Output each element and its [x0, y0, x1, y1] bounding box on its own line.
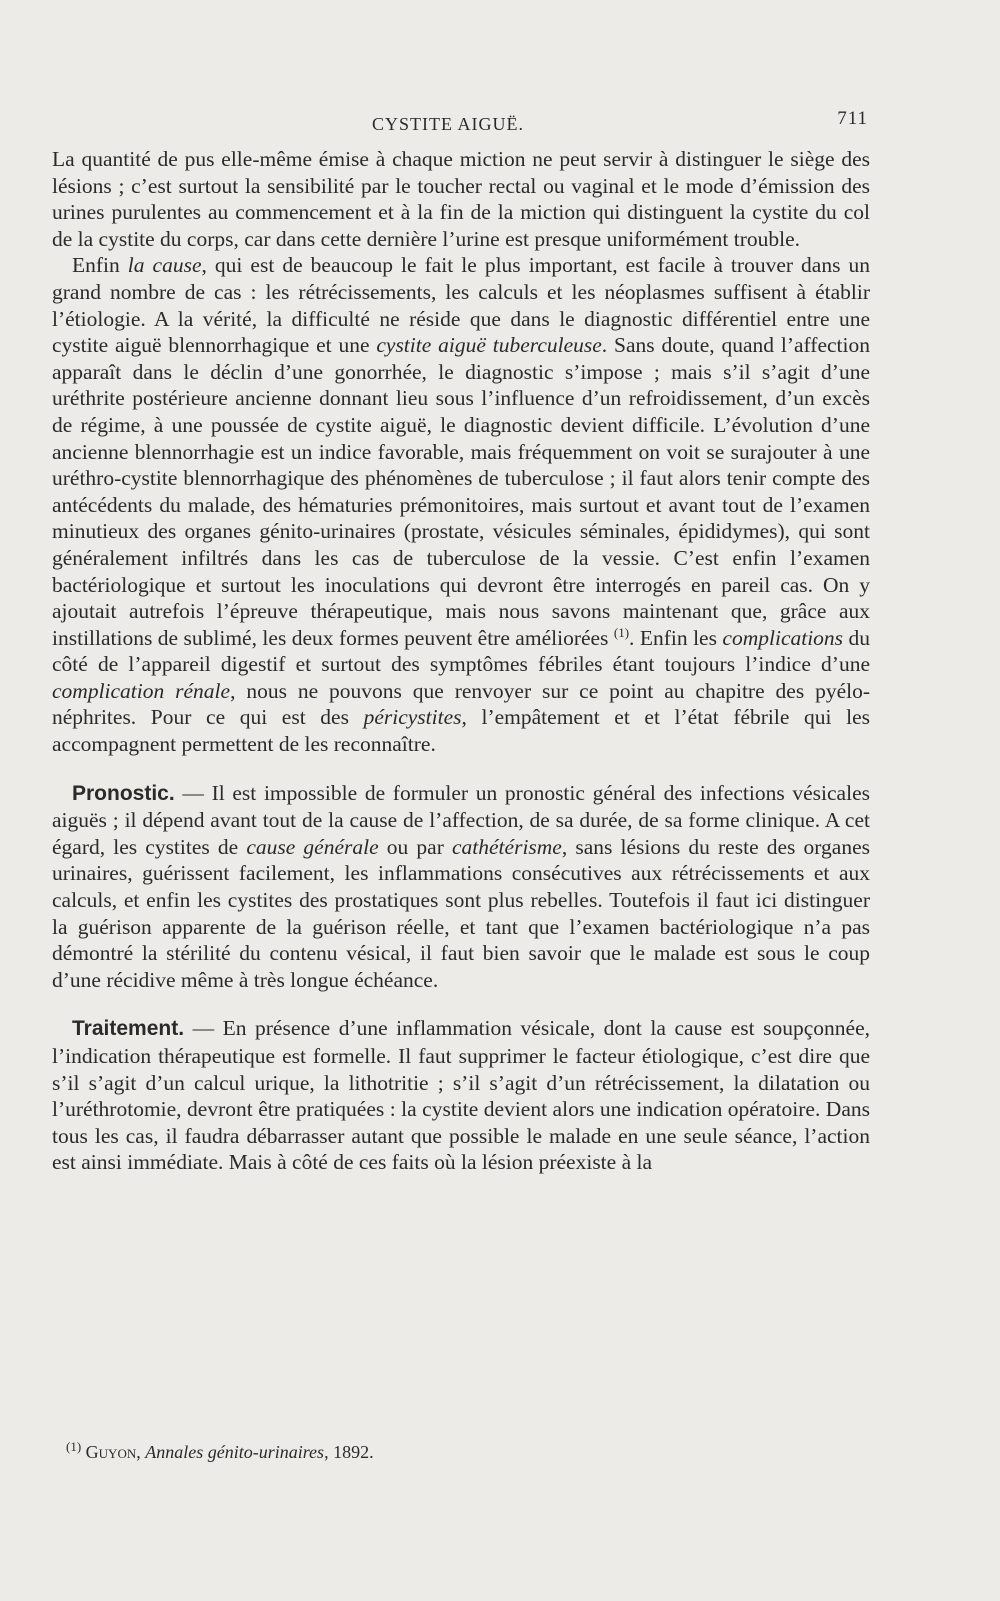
paragraph-diagnostic-cause: [52, 252, 870, 757]
paragraph-pronostic: [52, 780, 870, 994]
emphasis-text: complications: [722, 625, 844, 650]
emphasis-text: péricystites: [363, 705, 462, 730]
paragraph-diagnostic-location: [52, 146, 870, 252]
emphasis-text: cathétérisme: [452, 834, 562, 859]
text-run: , qui est de beaucoup le fait le plus important, est facile à trouver dans un grand nombre de cas : les rétrécissements, les calculs et les néoplasmes suffisent à établir l’étiologie. A la vérité, la difficulté ne réside que dans le diagnostic différentiel entre une cystite aiguë blennorrhagique et une: [52, 253, 870, 358]
page-number: 711: [837, 108, 868, 129]
footnote-reference: (1): [613, 624, 630, 640]
page-header: [52, 108, 868, 138]
footnote-journal: Annales génito-urinaires: [145, 1442, 325, 1462]
emphasis-text: cystite aiguë tuberculeuse: [376, 333, 602, 358]
text-run: La quantité de pus elle-même émise à chaque miction ne peut servir à distinguer le siège des lésions ; c’est surtout la sensibilité par le toucher rectal ou vaginal et le mode d’émission des urines purulentes au commencement et à la fin de la miction qui distinguent la cystite du col de la cystite du corps, car dans cette dernière l’urine est presque uniformément trouble.: [52, 147, 870, 251]
footnote-year: 1892.: [333, 1442, 374, 1462]
emphasis-text: complication rénale: [52, 678, 231, 703]
paragraph-traitement: [52, 1015, 870, 1176]
text-run: . Sans doute, quand l’affection apparaît dans le déclin d’une gonorrhée, le diagnostic s’impose ; mais s’il s’agit d’une uréthrite postérieure ancienne donnant lieu sous l’influence d’un refroidissement, d’un excès de régime, à une poussée de cystite aiguë, le diagnostic devient difficile. L’évolution d’une ancienne blennorrhagie est un indice favorable, mais fréquemment on voit se surajouter à une uréthro-cystite blennorrhagique des phénomènes de tuberculose ; il faut alors tenir compte des antécédents du malade, des hématuries prémonitoires, mais surtout et avant tout de l’examen minutieux des organes génito-urinaires (prostate, vésicules séminales, épididymes), qui sont généralement infiltrés dans les cas de tuberculose de la vessie. C’est enfin l’examen bactériologique et surtout les inoculations qui devront être interrogés en pareil cas. On y ajoutait autrefois l’épreuve thérapeutique, mais nous savons maintenant que, grâce aux instillations de sublimé, les deux formes peuvent être améliorées: [52, 333, 870, 650]
text-run: — Il est impossible de formuler un pronostic général des infections vésicales aiguës ; il dépend avant tout de la cause de l’affection, de sa durée, de sa forme clinique. A cet égard, les cystites de: [52, 780, 870, 859]
text-run: , sans lésions du reste des organes urinaires, guérissent facilement, les inflammations consécutives aux rétrécissements et aux calculs, et enfin les cystites des prostatiques sont plus rebelles. Toutefois il faut ici distinguer la guérison apparente de la guérison réelle, et tant que l’examen bactériologique n’a pas démontré la stérilité du contenu vésical, il faut bien savoir que le malade est sous le coup d’une récidive même à très longue échéance.: [52, 834, 871, 992]
running-title: CYSTITE AIGUË.: [372, 114, 524, 134]
footnote-marker: (1): [66, 1439, 82, 1454]
section-heading: Pronostic.: [72, 781, 175, 805]
emphasis-text: cause générale: [246, 834, 379, 859]
text-run: . Enfin les: [629, 625, 723, 650]
footnote-sep-1: ,: [136, 1442, 146, 1462]
section-heading: Traitement.: [72, 1017, 185, 1041]
body-text: [52, 146, 870, 1176]
emphasis-text: la cause: [127, 253, 202, 278]
footnote-author: Guyon: [85, 1442, 137, 1462]
text-run: — En présence d’une inflammation vésicale, dont la cause est soupçonnée, l’indication thérapeutique est formelle. Il faut supprimer le facteur étiologique, c’est dire que s’il s’agit d’un calcul urique, la lithotritie ; s’il s’agit d’un rétrécissement, la dilatation ou l’uréthrotomie, devront être pratiquées : la cystite devient alors une indication opératoire. Dans tous les cas, il faudra débarrasser autant que possible le malade en une seule séance, l’action est ainsi immédiate. Mais à côté de ces faits où la lésion préexiste à la: [52, 1016, 870, 1175]
text-run: Enfin: [72, 253, 128, 278]
footnote-sep-2: ,: [324, 1442, 334, 1462]
text-run: , nous ne pouvons que renvoyer sur ce point au chapitre des pyélo-néphrites. Pour ce qui est des: [52, 678, 870, 730]
text-run: ou par: [378, 834, 452, 859]
text-run: , l’empâtement et et l’état fébrile qui les accompagnent permettent de les reconnaître.: [52, 705, 871, 757]
footnote: [66, 1440, 866, 1464]
text-run: du côté de l’appareil digestif et surtout des symptômes fébriles étant toujours l’indice d’une: [52, 625, 870, 677]
